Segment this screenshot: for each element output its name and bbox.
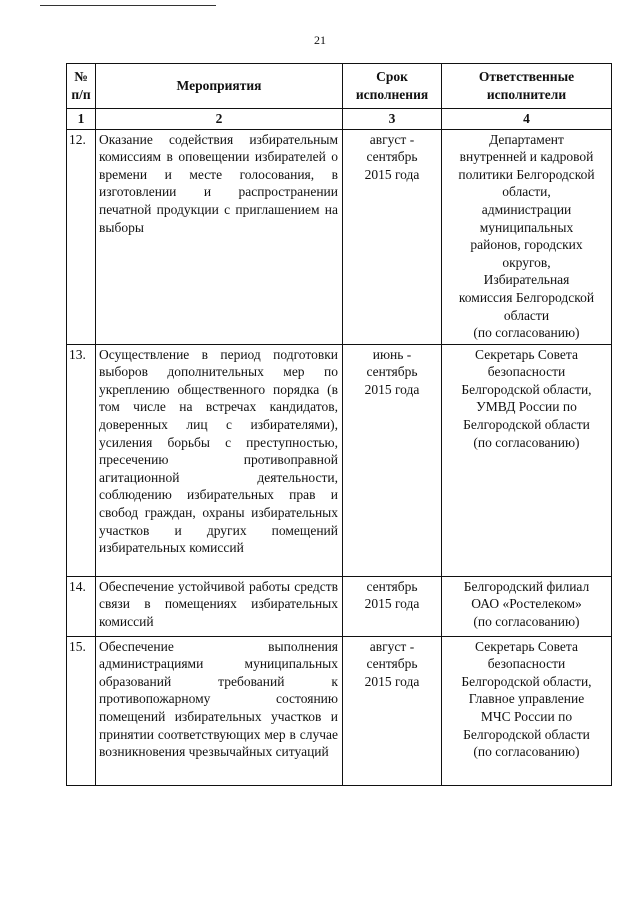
responsible-line: Белгородской области, bbox=[461, 381, 592, 397]
term-line: июнь - bbox=[372, 346, 412, 362]
term-line: сентябрь bbox=[366, 149, 418, 165]
responsible-line: (по согласованию) bbox=[473, 744, 580, 760]
events-table bbox=[66, 63, 612, 786]
row-number: 13. bbox=[67, 344, 96, 576]
row-number: 12. bbox=[67, 129, 96, 344]
responsible-line: внутренней и кадровой bbox=[459, 149, 594, 165]
term-line: 2015 года bbox=[364, 673, 420, 689]
column-number: 4 bbox=[442, 109, 612, 130]
responsible-line: районов, городских bbox=[470, 237, 583, 253]
column-number: 3 bbox=[343, 109, 442, 130]
responsible-line: комиссия Белгородской bbox=[458, 289, 595, 305]
row-term bbox=[343, 129, 442, 344]
row-term bbox=[343, 344, 442, 576]
column-number: 1 bbox=[67, 109, 96, 130]
responsible-line: Главное управление bbox=[468, 691, 585, 707]
responsible-line: УМВД России по bbox=[476, 399, 577, 415]
responsible-line: политики Белгородской bbox=[458, 166, 595, 182]
responsible-line: Белгородский филиал bbox=[463, 578, 590, 594]
responsible-line: Белгородской области, bbox=[461, 673, 592, 689]
responsible-line: муниципальных bbox=[479, 219, 574, 235]
term-line: сентябрь bbox=[366, 578, 418, 594]
term-line: сентябрь bbox=[366, 656, 418, 672]
responsible-line: Белгородской области bbox=[463, 726, 590, 742]
responsible-line: администрации bbox=[481, 201, 572, 217]
table-row bbox=[67, 129, 612, 344]
responsible-line: области, bbox=[502, 184, 551, 200]
term-line: сентябрь bbox=[366, 364, 418, 380]
header-num: № п/п bbox=[67, 64, 96, 109]
column-numbers-row bbox=[67, 109, 612, 130]
page-number: 21 bbox=[314, 33, 326, 47]
term-line: 2015 года bbox=[364, 166, 420, 182]
column-number: 2 bbox=[96, 109, 343, 130]
responsible-line: ОАО «Ростелеком» bbox=[471, 596, 582, 612]
row-responsible bbox=[442, 576, 612, 636]
responsible-line: Белгородской области bbox=[463, 416, 590, 432]
row-action: Осуществление в период подготовки выборов дополнительных мер по укреплению общественного порядка (в том числе на встречах кандидатов, доверенных лиц с избирателями), усиления борьбы с преступностью, пресечению противоправной агитационной деятельности, соблюдению избирательных прав и свобод граждан, охраны избирательных участков и других помещений избирательных комиссий bbox=[96, 344, 343, 576]
row-responsible bbox=[442, 636, 612, 785]
responsible-line: Департамент bbox=[489, 131, 564, 147]
header-row bbox=[67, 64, 612, 109]
row-number: 14. bbox=[67, 576, 96, 636]
responsible-line: безопасности bbox=[487, 656, 566, 672]
header-term: Срок исполнения bbox=[343, 64, 442, 109]
table-row bbox=[67, 344, 612, 576]
term-line: август - bbox=[369, 638, 415, 654]
responsible-line: МЧС России по bbox=[480, 708, 573, 724]
responsible-line: Секретарь Совета bbox=[475, 638, 578, 654]
responsible-line: (по согласованию) bbox=[473, 325, 580, 341]
responsible-line: Избирательная bbox=[483, 272, 570, 288]
row-responsible bbox=[442, 344, 612, 576]
row-term bbox=[343, 636, 442, 785]
responsible-line: (по согласованию) bbox=[473, 613, 580, 629]
header-action: Мероприятия bbox=[96, 64, 343, 109]
responsible-line: безопасности bbox=[487, 364, 566, 380]
term-line: 2015 года bbox=[364, 596, 420, 612]
row-responsible bbox=[442, 129, 612, 344]
row-term bbox=[343, 576, 442, 636]
term-line: август - bbox=[369, 131, 415, 147]
term-line: 2015 года bbox=[364, 381, 420, 397]
table-row bbox=[67, 636, 612, 785]
responsible-line: округов, bbox=[502, 254, 551, 270]
responsible-line: Секретарь Совета bbox=[475, 346, 578, 362]
row-action: Обеспечение выполнения администрациями муниципальных образований требований к противопожарному состоянию помещений избирательных участков и принятии соответствующих мер в случае возникновения чрезвычайных ситуаций bbox=[96, 636, 343, 785]
row-action: Оказание содействия избирательным комиссиям в оповещении избирателей о времени и месте голосования, в изготовлении и распространении печатной продукции с приглашением на выборы bbox=[96, 129, 343, 344]
row-action: Обеспечение устойчивой работы средств связи в помещениях избирательных комиссий bbox=[96, 576, 343, 636]
row-number: 15. bbox=[67, 636, 96, 785]
responsible-line: (по согласованию) bbox=[473, 434, 580, 450]
header-responsible: Ответственные исполнители bbox=[442, 64, 612, 109]
responsible-line: области bbox=[503, 307, 550, 323]
top-rule bbox=[40, 5, 216, 6]
table-row bbox=[67, 576, 612, 636]
